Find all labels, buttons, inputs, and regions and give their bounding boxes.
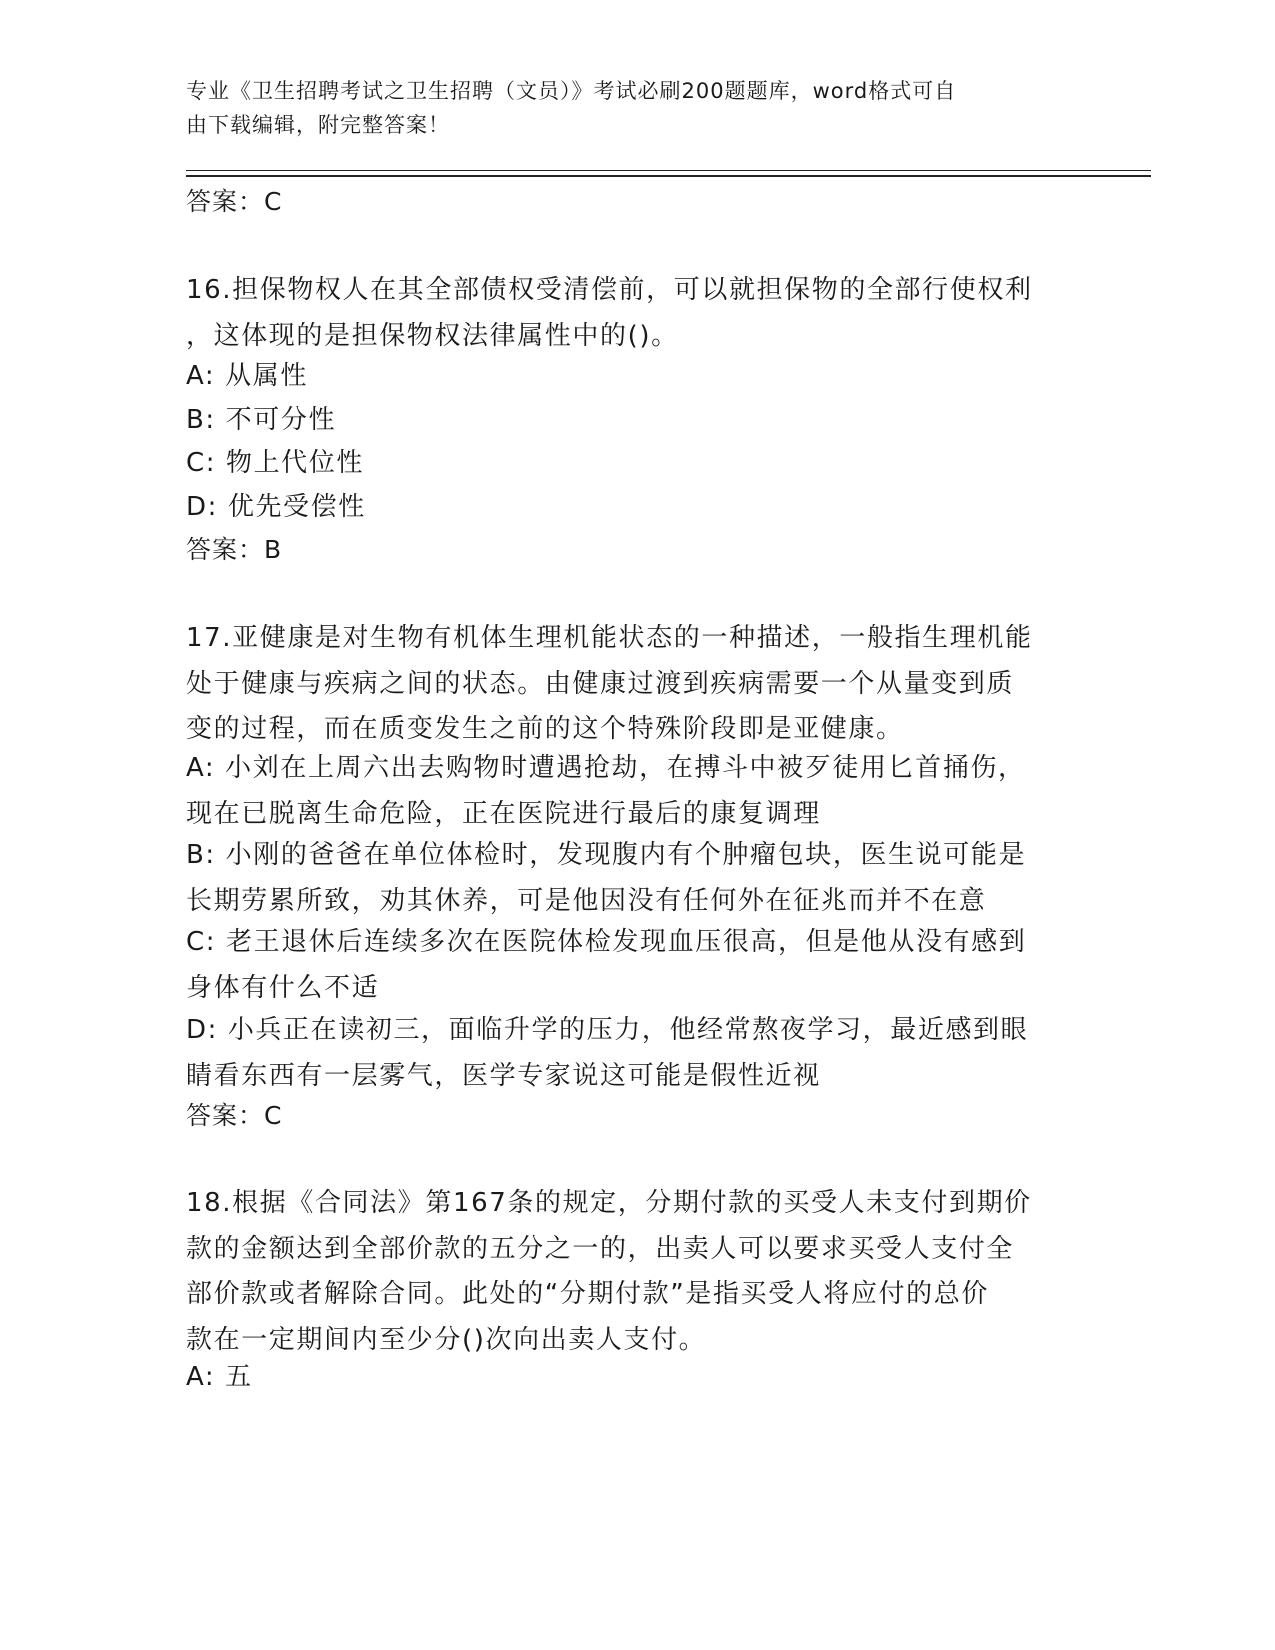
q16-stem-line-1: 16.担保物权人在其全部债权受清偿前，可以就担保物的全部行使权利 (186, 275, 1033, 305)
q17-option-a (186, 746, 1076, 837)
q17-option-b (186, 833, 1076, 924)
q18-stem-line-4: 款在一定期间内至少分()次向出卖人支付。 (186, 1324, 707, 1355)
q16-answer: 答案：B (186, 535, 283, 564)
q16-stem (186, 268, 1076, 359)
q17-option-c-line-1: C: 老王退休后连续多次在医院体检发现血压很高，但是他从没有感到 (186, 927, 1027, 957)
header-line-2: 由下载编辑，附完整答案！ (186, 113, 450, 137)
q17-option-b-line-1: B: 小刚的爸爸在单位体检时，发现腹内有个肿瘤包块，医生说可能是 (186, 840, 1027, 870)
q17-stem (186, 616, 1076, 753)
q17-option-a-line-2: 现在已脱离生命危险，正在医院进行最后的康复调理 (186, 798, 821, 829)
q17-option-c-line-2: 身体有什么不适 (186, 972, 380, 1003)
q17-stem-line-2: 处于健康与疾病之间的状态。由健康过渡到疾病需要一个从量变到质 (186, 668, 1015, 699)
q18-stem (186, 1181, 1076, 1363)
q16-option-a: A: 从属性 (186, 361, 308, 391)
q16-option-c: C: 物上代位性 (186, 448, 364, 478)
q17-stem-line-3: 变的过程，而在质变发生之前的这个特殊阶段即是亚健康。 (186, 714, 904, 745)
q17-answer: 答案：C (186, 1101, 283, 1130)
q18-stem-line-3: 部价款或者解除合同。此处的“分期付款”是指买受人将应付的总价 (186, 1279, 989, 1310)
q16-stem-line-2: ，这体现的是担保物权法律属性中的()。 (186, 320, 679, 351)
q17-stem-line-1: 17.亚健康是对生物有机体生理机能状态的一种描述，一般指生理机能 (186, 623, 1033, 653)
q17-option-a-line-1: A: 小刘在上周六出去购物时遭遇抢劫，在搏斗中被歹徒用匕首捅伤， (186, 753, 1026, 783)
header-divider-thick (186, 175, 1151, 177)
q18-option-a: A: 五 (186, 1362, 253, 1392)
q15-answer: 答案：C (186, 187, 283, 216)
q18-stem-line-1: 18.根据《合同法》第167条的规定，分期付款的买受人未支付到期价 (186, 1188, 1032, 1218)
header-line-1: 专业《卫生招聘考试之卫生招聘（文员）》考试必刷200题题库，word格式可自 (186, 79, 957, 103)
q18-stem-line-2: 款的金额达到全部价款的五分之一的，出卖人可以要求买受人支付全 (186, 1233, 1015, 1264)
q17-option-c (186, 920, 1076, 1011)
q17-option-d (186, 1008, 1076, 1099)
q17-option-b-line-2: 长期劳累所致，劝其休养，可是他因没有任何外在征兆而并不在意 (186, 885, 987, 916)
q16-option-b: B: 不可分性 (186, 405, 337, 435)
q17-option-d-line-2: 睛看东西有一层雾气，医学专家说这可能是假性近视 (186, 1060, 821, 1091)
q16-option-d: D: 优先受偿性 (186, 492, 366, 522)
q17-option-d-line-1: D: 小兵正在读初三，面临升学的压力，他经常熬夜学习，最近感到眼 (186, 1015, 1029, 1045)
header-divider-thin (186, 170, 1151, 171)
document-header (186, 74, 1066, 142)
